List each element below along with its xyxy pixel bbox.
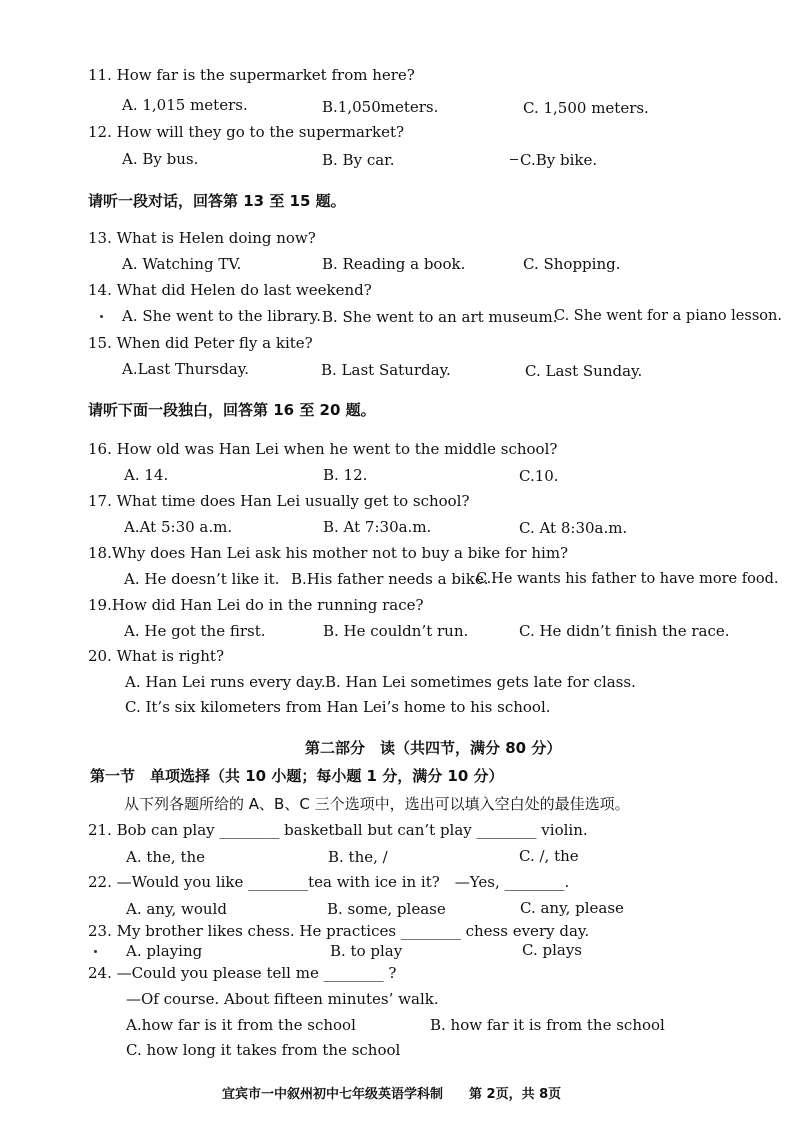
q18-option-a: A. He doesn’t like it. — [124, 570, 280, 588]
q21-option-a: A. the, the — [126, 848, 206, 866]
q18-option-b: B.His father needs a bike. — [291, 570, 489, 588]
question-14: 14. What did Helen do last weekend? — [88, 281, 372, 299]
question-21: 21. Bob can play ________ basketball but can’t play ________ violin. — [88, 821, 588, 839]
section-heading-16-20: 请听下面一段独白，回答第 16 至 20 题。 — [88, 401, 376, 419]
q14-option-b: B. She went to an art museum. — [322, 308, 558, 326]
q19-option-c: C. He didn’t finish the race. — [519, 622, 730, 640]
question-24: 24. —Could you please tell me ________ ? — [88, 964, 397, 982]
q16-option-c: C.10. — [519, 467, 559, 485]
q13-option-a: A. Watching TV. — [122, 255, 242, 273]
section1-title: 第一节 单项选择（共 10 小题；每小题 1 分，满分 10 分） — [90, 767, 504, 785]
q12-option-a: A. By bus. — [122, 150, 199, 168]
q15-option-c: C. Last Sunday. — [525, 362, 643, 380]
q20-option-b: B. Han Lei sometimes gets late for class. — [325, 673, 636, 691]
q12-option-b: B. By car. — [322, 151, 395, 169]
q16-option-a: A. 14. — [124, 466, 169, 484]
question-11: 11. How far is the supermarket from here? — [88, 66, 415, 84]
pen-mark — [510, 159, 518, 160]
question-13: 13. What is Helen doing now? — [88, 229, 316, 247]
q16-option-b: B. 12. — [323, 466, 368, 484]
section1-instruction: 从下列各题所给的 A、B、C 三个选项中，选出可以填入空白处的最佳选项。 — [124, 795, 630, 813]
q24-reply: —Of course. About fifteen minutes’ walk. — [126, 990, 439, 1008]
page-footer: 宜宾市一中叙州初中七年级英语学科制 第 2页，共 8页 — [222, 1087, 562, 1102]
q19-option-a: A. He got the first. — [124, 622, 266, 640]
q17-option-c: C. At 8:30a.m. — [519, 519, 628, 537]
q13-option-b: B. Reading a book. — [322, 255, 466, 273]
q22-option-c: C. any, please — [520, 899, 624, 917]
section-heading-13-15: 请听一段对话，回答第 13 至 15 题。 — [88, 192, 346, 210]
q14-option-c: C. She went for a piano lesson. — [554, 308, 782, 324]
question-16: 16. How old was Han Lei when he went to the middle school? — [88, 440, 558, 458]
question-23: 23. My brother likes chess. He practices ________ chess every day. — [88, 922, 590, 940]
q11-option-a: A. 1,015 meters. — [122, 96, 248, 114]
q15-option-a: A.Last Thursday. — [122, 360, 249, 378]
q22-option-b: B. some, please — [327, 900, 446, 918]
q15-option-b: B. Last Saturday. — [321, 361, 451, 379]
q14-option-a: A. She went to the library. — [122, 307, 322, 325]
q13-option-c: C. Shopping. — [523, 255, 621, 273]
q20-option-a: A. Han Lei runs every day. — [125, 673, 326, 691]
question-19: 19.How did Han Lei do in the running race? — [88, 596, 424, 614]
q24-option-a: A.how far is it from the school — [126, 1016, 356, 1034]
question-22: 22. —Would you like ________tea with ice in it? —Yes, ________. — [88, 873, 570, 891]
q23-option-c: C. plays — [522, 941, 582, 959]
question-17: 17. What time does Han Lei usually get to school? — [88, 492, 470, 510]
q17-option-b: B. At 7:30a.m. — [323, 518, 432, 536]
q20-option-c: C. It’s six kilometers from Han Lei’s home to his school. — [125, 698, 551, 716]
question-20: 20. What is right? — [88, 647, 225, 665]
q11-option-c: C. 1,500 meters. — [523, 99, 649, 117]
q24-option-b: B. how far it is from the school — [430, 1016, 665, 1034]
q12-option-c: C.By bike. — [520, 151, 598, 169]
q11-option-b: B.1,050meters. — [322, 98, 439, 116]
q19-option-b: B. He couldn’t run. — [323, 622, 469, 640]
question-18: 18.Why does Han Lei ask his mother not to buy a bike for him? — [88, 544, 569, 562]
part2-title: 第二部分 读（共四节，满分 80 分） — [305, 739, 562, 757]
q24-option-c: C. how long it takes from the school — [126, 1041, 401, 1059]
stray-mark — [94, 950, 97, 953]
q21-option-b: B. the, / — [328, 848, 388, 866]
q18-option-c: C.He wants his father to have more food. — [476, 571, 779, 587]
q21-option-c: C. /, the — [519, 847, 579, 865]
q22-option-a: A. any, would — [126, 900, 227, 918]
q17-option-a: A.At 5:30 a.m. — [124, 518, 233, 536]
q23-option-b: B. to play — [330, 942, 403, 960]
question-12: 12. How will they go to the supermarket? — [88, 123, 405, 141]
stray-mark — [100, 315, 103, 318]
q23-option-a: A. playing — [126, 942, 203, 960]
question-15: 15. When did Peter fly a kite? — [88, 334, 313, 352]
